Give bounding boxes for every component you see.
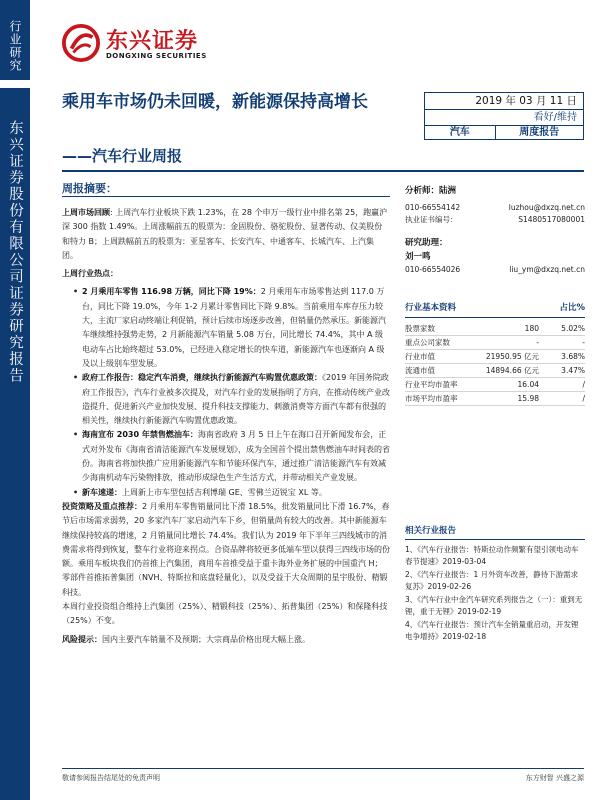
report-type-label: 周度报告 <box>495 126 583 139</box>
logo-mark-icon <box>62 24 100 62</box>
bullet-3-text: 海南省政府 3 月 5 日上午在海口召开新闻发布会，正式对外发布《海南省清洁能源汽车发展规划》，成为全国首个提出禁售燃油车时间表的省份。海南省将加快推广应用新能源汽车和节能环保汽车，通过推广清洁能源汽车有效减少海南机动车污染物排放，推动形成绿色生产生活方式，并带动相关产业发展。 <box>82 430 390 483</box>
cert-number: S1480517080001 <box>518 215 585 224</box>
analyst-contact-row <box>405 202 585 214</box>
bullet-2-label: 政府工作报告：稳定汽车消费，继续执行新能源汽车购置优惠政策： <box>82 373 322 383</box>
company-logo <box>62 22 232 70</box>
assistant-phone: 010-66554026 <box>405 265 461 274</box>
strategy-label: 投资策略及重点推荐： <box>62 501 142 511</box>
right-column <box>405 180 585 642</box>
report-subtitle: ——汽车行业周报 <box>62 147 183 165</box>
market-review-paragraph <box>62 206 390 263</box>
header-divider <box>62 170 584 172</box>
report-info-box <box>424 92 584 140</box>
analyst-email: luzhou@dxzq.net.cn <box>508 203 585 212</box>
logo-english-text: DONGXING SECURITIES <box>106 52 207 60</box>
strategy-text: 2 月乘用车零售销量同比下滑 18.5%，批发销量同比下滑 16.7%，春节后市场需求弱势，20 多家汽车厂家启动汽车下乡，但销量尚有较大的改善。其中新能源车继续保持较高的增速，2 月销量同比增长 74.4%。我们认为 2019 年下半年三四线城市的消费需求将得到恢复，整车行业将迎来拐点。合资品牌将较更多低端车型以获得三四线市场的份额。乘用车板块我们仍首推上汽集团，商用车首推受益于重卡海外业务扩展的中国重汽 H；零部件首推拓普集团（NVH、特斯拉和底盘轻量化），以及受益于大众周期的星宇股份、精锻科技。 <box>62 501 390 597</box>
related-report-link[interactable]: 2、《汽车行业报告：1 月外资车改善，静待下游需求复苏》2019-02-26 <box>405 570 579 591</box>
footer-slogan: 东方财智 兴盛之源 <box>525 774 584 782</box>
risk-text: 国内主要汽车销量不及预期；大宗商品价格出现大幅上涨。 <box>102 634 310 644</box>
table-row: 流通市值 14894.66 亿元 3.47% <box>405 364 585 378</box>
bullet-3-label: 海南宣布 2030 年禁售燃油车： <box>82 430 198 440</box>
related-reports-title: 相关行业报告 <box>405 524 585 540</box>
bullet-4-label: 新车速递： <box>82 487 122 497</box>
analyst-name: 分析师：陆洲 <box>405 186 457 196</box>
risk-label: 风险提示： <box>62 634 102 644</box>
left-sidebar <box>0 0 30 800</box>
table-row: 行业市值 21950.95 亿元 3.68% <box>405 350 585 364</box>
table-row: 股票家数 180 5.02% <box>405 322 585 336</box>
report-date: 2019 年 03 月 11 日 <box>475 95 577 107</box>
assistant-contact-row <box>405 264 585 276</box>
hotspot-heading: 上周行业热点： <box>62 269 118 279</box>
bullet-1-text: 2 月乘用车市场零售达到 117.0 万台，同比下降 19.0%，今年 1-2 月累计零售同比下降 9.8%。当前乘用车库存压力较大，主流厂家启动终端让利促销，预计后续市场逐步改善，但销量仍然承压。新能源汽车继续维持强势走势，2 月新能源汽车销量 5.08 万台，同比增长 74.4%，其中 A 级电动车占比始终超过 53.0%，已经进入稳定增长的快车道，新能源汽车也逐渐向 A 级及以上级别车型发展。 <box>82 287 386 368</box>
footer-divider <box>62 768 584 769</box>
bullet-2-text: 《2019 年国务院政府工作报告》，汽车行业被多次提及，对汽车行业的发展指明了方向，在推动传统产业改造提升、促进新兴产业加快发展、提升科技支撑能力、刺激消费等方面汽车都有很强的相关性，继续执行新能源汽车购置优惠政策。 <box>82 373 390 426</box>
bullet-4-text: 上周新上市车型包括吉利博瑞 GE、雪佛兰迈锐宝 XL 等。 <box>122 487 327 497</box>
abstract-heading: 周报摘要： <box>62 182 117 195</box>
pct-header: 占比% <box>559 303 585 313</box>
risk-paragraph <box>62 633 390 647</box>
hotspot-bullet-2 <box>62 371 390 428</box>
industry-data-table <box>405 322 585 406</box>
industry-research-tag: 行业研究 <box>0 0 30 80</box>
assistant-email: liu_ym@dxzq.net.cn <box>509 265 585 274</box>
portfolio-paragraph: 本周行业投资组合维持上汽集团（25%）、精锻科技（25%）、拓普集团（25%）和保隆科技（25%）不变。 <box>62 602 388 626</box>
table-row: 行业平均市盈率 16.04 / <box>405 378 585 392</box>
analyst-phone: 010-66554142 <box>405 203 461 212</box>
cert-label: 执业证书编号： <box>405 215 458 224</box>
report-category-row <box>425 125 583 139</box>
strategy-paragraph <box>62 500 390 600</box>
abstract-divider <box>62 196 390 197</box>
bullet-1-label: 2 月乘用车零售 116.98 万辆，同比下降 19%： <box>82 287 261 297</box>
related-report-link[interactable]: 3、《汽车行业中金汽车研究系列报告之（一）：重到无锂，重于无锂》2019-02-19 <box>405 595 583 616</box>
hotspot-bullet-1 <box>62 285 390 371</box>
rating-label: 看好/维持 <box>425 109 583 125</box>
industry-data-header <box>405 302 585 318</box>
assistant-name: 刘一鸣 <box>405 252 431 262</box>
assistant-heading: 研究助理： <box>405 238 448 248</box>
table-row: 市场平均市盈率 15.98 / <box>405 392 585 406</box>
industry-data-title: 行业基本资料 <box>405 303 457 313</box>
sector-label: 汽车 <box>449 127 470 138</box>
analyst-cert-row <box>405 214 585 226</box>
report-title: 乘用车市场仍未回暖，新能源保持高增长 <box>62 92 368 112</box>
market-review-text: : 上周汽车行业板块下跌 1.23%，在 28 个申万一级行业中排名第 25，跑赢沪深 300 指数 1.49%。上周涨幅前五的股票为：金固股份、骆驼股份、显著传动、仪美股份和特力 B；上周跌幅前五的股票为：亚星客车、长安汽车、中通客车、长城汽车、上汽集团。 <box>62 208 388 260</box>
market-review-label: 上周市场回顾 <box>62 208 110 217</box>
related-report-link[interactable]: 1、《汽车行业报告：特斯拉动作频繁有望引领电动车春节提速》2019-03-04 <box>405 545 579 566</box>
hotspot-bullet-4 <box>62 486 390 500</box>
related-report-link[interactable]: 4、《汽车行业报告：预计汽车全销量重启动，开发锂电争增持》2019-02-18 <box>405 620 579 641</box>
footer-disclaimer: 敬请参阅报告结尾处的免责声明 <box>62 774 160 782</box>
table-row: 重点公司家数 - - <box>405 336 585 350</box>
company-vertical-label: 东兴证券股份有限公司证券研究报告 <box>0 88 30 800</box>
logo-chinese-text: 东兴证券 <box>106 29 199 54</box>
hotspot-bullet-3 <box>62 428 390 485</box>
abstract-body <box>62 206 390 647</box>
